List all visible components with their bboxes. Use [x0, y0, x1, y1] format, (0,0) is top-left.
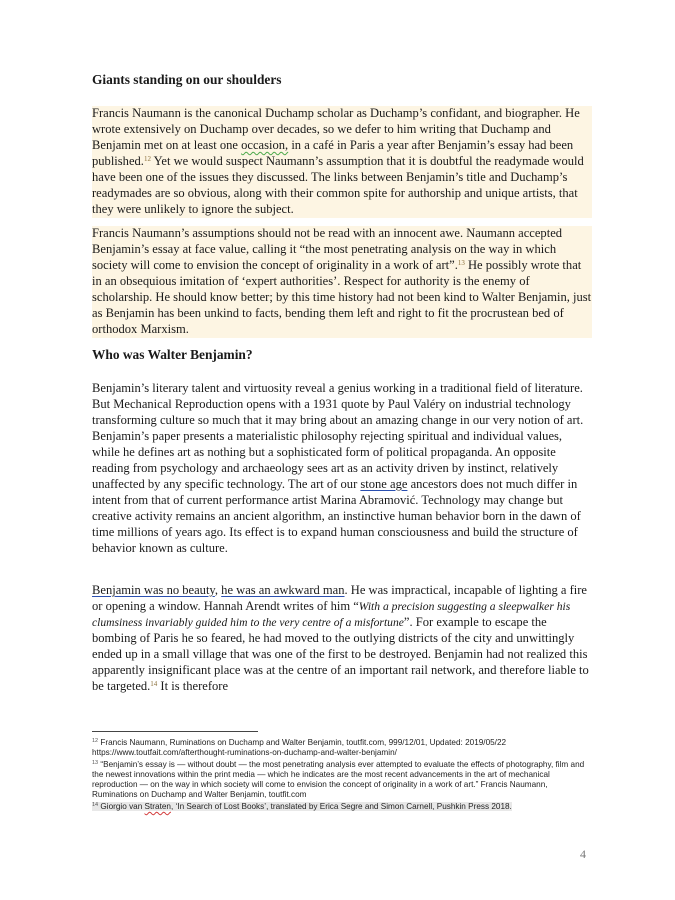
- footnote-number: 13: [92, 760, 99, 766]
- footnote-number: 12: [92, 738, 99, 744]
- text-run: Francis Naumann is the canonical Duchamp scholar as Duchamp’s confidant, and biographer. He wrote extensively on Duchamp over decades, so we defer to him writing that Duchamp and Benjamin met on at least one: [92, 106, 580, 152]
- grammar-underline[interactable]: Benjamin was no beauty: [92, 583, 215, 597]
- heading-who-was-walter-benjamin: Who was Walter Benjamin?: [92, 347, 253, 362]
- section-who-was: [92, 347, 592, 363]
- text-run: It is therefore: [157, 678, 229, 693]
- text-run: . He was impractical, incapable of lighting a fire or opening a window. Hannah Arendt writes of him “: [92, 583, 587, 613]
- footnote-separator: [92, 731, 258, 732]
- text-run: ancestors does not much differ in intent from that of current performance artist Marina Abramović. Technology may change but creative activity remains an ancient algorithm, an instinctive human behavior born in the dawn of time millions of years ago. Its effect is to expand human consciousness and build the structure of behavior known as culture.: [92, 476, 581, 555]
- footnote-link[interactable]: https://www.toutfait.com/afterthought-ruminations-on-duchamp-and-walter-benjamin/: [92, 748, 397, 757]
- text-run: in a café in Paris a year after Benjamin’s essay had been published.: [92, 137, 574, 168]
- spelling-underline[interactable]: Straten: [144, 802, 171, 811]
- text-run: Benjamin’s literary talent and virtuosity reveal a genius working in a traditional field of literature. But Mechanical Reproduction opens with a 1931 quote by Paul Valéry on industrial technology transforming culture so much that it may bring about an amazing change in our very notion of art. Benjamin’s paper presents a materialistic philosophy rejecting spiritual and individual values, while he defines art as nothing but a sophisticated form of political propaganda. An opposite reading from psychology and archaeology sees art as an activity driven by instinct, relatively unaffected by any specific technology. The art of our: [92, 381, 584, 491]
- footnote-13: [92, 760, 592, 800]
- grammar-underline[interactable]: stone age: [360, 476, 408, 491]
- paragraph-naumann-1: [92, 106, 592, 218]
- footnote-text: “Benjamin’s essay is — without doubt — the most penetrating analysis ever attempted to evaluate the effects of photography, film and the newest innovations within the print media — which he indicates are the most recent advancements in the art of mechanical reproduction — on the way in which society will come to envision the concept of originality in a work of art.” Francis Naumann, Ruminations on Duchamp and Walter Benjamin, toutfit.com: [92, 760, 585, 799]
- section-giants: [92, 72, 592, 88]
- footnote-text: Francis Naumann, Ruminations on Duchamp and Walter Benjamin, toutfit.com, 999/12/01, Updated: 2019/05/22: [98, 738, 507, 747]
- footnote-text: Giorgio van: [98, 802, 145, 811]
- text-run: He possibly wrote that in an obsequious imitation of ‘expert authorities’. Respect for authority is the enemy of scholarship. He should know better; by this time history had not been kind to Walter Benjamin, just as Benjamin has been unkind to facts, bending them left and right to fit the procrustean bed of orthodox Marxism.: [92, 257, 592, 336]
- text-run: ”. For example to escape the bombing of Paris he so feared, he had moved to the outlying districts of the city and unwittingly ended up in a small village that was one of the first to be destroyed. Benjamin had not realized this apparently insignificant place was at the centre of an important rail network, and therefore liable to be targeted.: [92, 614, 589, 693]
- paragraph-naumann-2: [92, 226, 592, 338]
- footnote-text: , ‘In Search of Lost Books’, translated by Erica Segre and Simon Carnell, Pushkin Press 2018.: [170, 802, 512, 811]
- grammar-underline[interactable]: occasion,: [241, 137, 289, 152]
- footnote-number: 14: [92, 802, 99, 808]
- footnote-ref-14[interactable]: 14: [150, 679, 158, 688]
- text-run: Yet we would suspect Naumann’s assumption that it is doubtful the readymade would have been one of the issues they discussed. The links between Benjamin’s title and Duchamp’s readymades are so obvious, along with their common spite for authorship and unique artists, that they were unlikely to ignore the subject.: [92, 153, 584, 216]
- footnote-14: [92, 802, 592, 812]
- footnotes: [92, 738, 592, 814]
- text-run: ,: [214, 583, 222, 597]
- page-number: 4: [580, 847, 586, 861]
- heading-giants: Giants standing on our shoulders: [92, 72, 282, 87]
- grammar-underline[interactable]: he was an awkward man: [221, 583, 345, 597]
- footnote-ref-12[interactable]: 12: [143, 154, 151, 163]
- paragraph-benjamin-talent: [92, 381, 592, 556]
- footnote-12: [92, 738, 592, 758]
- footnote-ref-13[interactable]: 13: [457, 258, 465, 267]
- paragraph-benjamin-awkward: [92, 583, 592, 695]
- arendt-quote: With a precision suggesting a sleepwalker his clumsiness invariably guided him to the very centre of a misfortune: [92, 599, 571, 629]
- text-run: Francis Naumann’s assumptions should not be read with an innocent awe. Naumann accepted Benjamin’s essay at face value, calling it “the most penetrating analysis on the way in which society will come to envision the concept of originality in a work of art”.: [92, 226, 563, 272]
